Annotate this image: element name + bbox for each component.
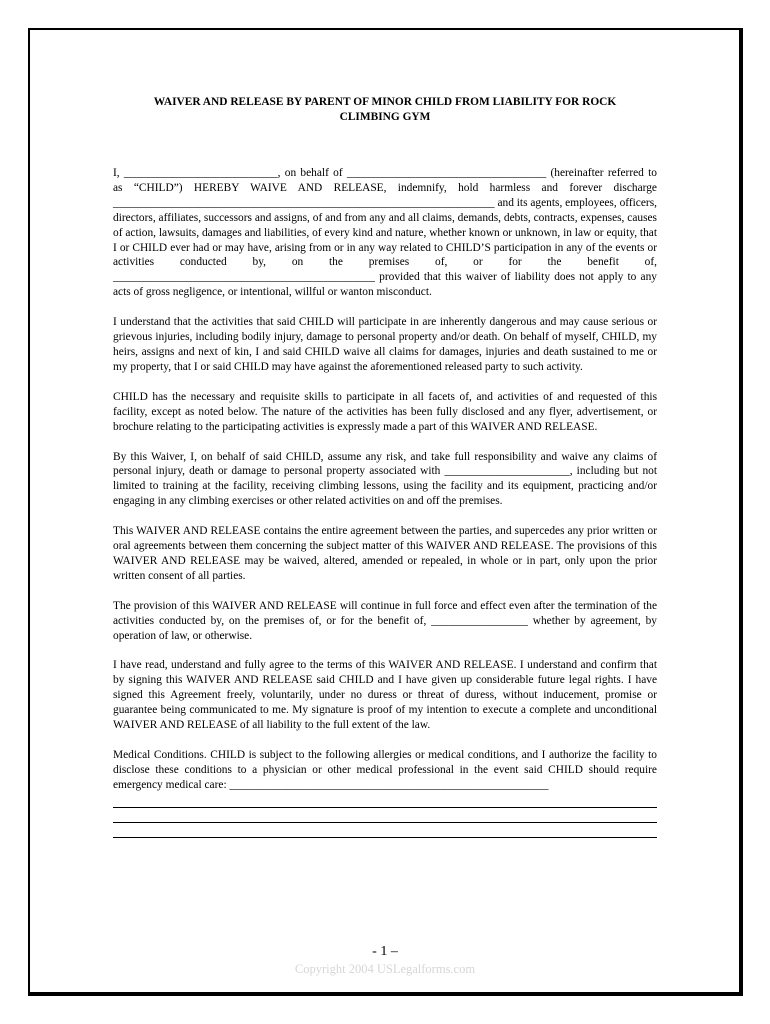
title-line-2: CLIMBING GYM	[339, 111, 431, 123]
release-paragraph: I, ___________________________, on behalf of ___________________________________ (hereinafter referred to as “CHILD”) HEREBY WAIVE AND RELEASE, indemnify, hold harmless and forever discharge ___________________________________________________________________ and its agents, employees, officers, directors, affiliates, successors and assigns, of and from any and all claims, demands, debts, contracts, expenses, causes of action, lawsuits, damages and liabilities, of every kind and nature, whether known or unknown, in law or equity, that I or CHILD ever had or may have, arising from or in any way related to CHILD’S participation in any of the events or activities conducted by, on the premises of, or for the benefit of, ______________________________________________ provided that this waiver of liability does not apply to any acts of gross negligence, or intentional, willful or wanton misconduct.	[113, 167, 657, 299]
medical-blank-line-3	[113, 823, 657, 838]
acknowledgement-paragraph: I have read, understand and fully agree to the terms of this WAIVER AND RELEASE. I understand and confirm that by signing this WAIVER AND RELEASE said CHILD and I have given up considerable future legal rights. I have signed this Agreement freely, voluntarily, under no duress or threat of duress, without inducement, promise or guarantee being communicated to me. My signature is proof of my intention to execute a complete and unconditional WAIVER AND RELEASE of all liability to the full extent of the law.	[113, 659, 657, 732]
entire-agreement-paragraph: This WAIVER AND RELEASE contains the entire agreement between the parties, and supercedes any prior written or oral agreements between them concerning the subject matter of this WAIVER AND RELEASE. The provisions of this WAIVER AND RELEASE may be waived, altered, amended or repealed, in whole or in part, only upon the prior written consent of all parties.	[113, 525, 657, 582]
medical-blank-line-2	[113, 808, 657, 823]
skills-paragraph: CHILD has the necessary and requisite skills to participate in all facets of, and activities of and requested of this facility, except as noted below. The nature of the activities has been fully disclosed and any flyer, advertisement, or brochure relating to the participating activities is expressly made a part of this WAIVER AND RELEASE.	[113, 390, 657, 433]
document-title	[113, 95, 657, 125]
page-number: - 1 –	[372, 944, 398, 959]
assumption-of-risk-paragraph: By this Waiver, I, on behalf of said CHILD, assume any risk, and take full responsibility and waive any claims of personal injury, death or damage to personal property associated with ______________________, including but not limited to training at the facility, receiving climbing lessons, using the facility and its equipment, practicing and/or engaging in any climbing exercises or other related activities on and off the premises.	[113, 450, 657, 508]
survival-paragraph: The provision of this WAIVER AND RELEASE will continue in full force and effect even after the termination of the activities conducted by, on the premises of, or for the benefit of, _________________ whether by agreement, by operation of law, or otherwise.	[113, 599, 657, 642]
medical-blank-line-1	[113, 793, 657, 808]
document-body	[113, 95, 657, 838]
title-line-1: WAIVER AND RELEASE BY PARENT OF MINOR CHILD FROM LIABILITY FOR ROCK	[153, 96, 617, 108]
risk-paragraph: I understand that the activities that said CHILD will participate in are inherently dangerous and may cause serious or grievous injuries, including bodily injury, damage to personal property and/or death. On behalf of myself, CHILD, my heirs, assigns and next of kin, I and said CHILD waive all claims for damages, injuries and death sustained to me or my property, that I or said CHILD may have against the aforementioned released party to such activity.	[113, 316, 657, 373]
copyright-notice: Copyright 2004 USLegalforms.com	[294, 962, 476, 976]
medical-conditions-paragraph: Medical Conditions. CHILD is subject to the following allergies or medical conditions, and I authorize the facility to disclose these conditions to a physician or other medical professional in the event said CHILD should require emergency medical care: ________________________________________________________	[113, 749, 657, 791]
